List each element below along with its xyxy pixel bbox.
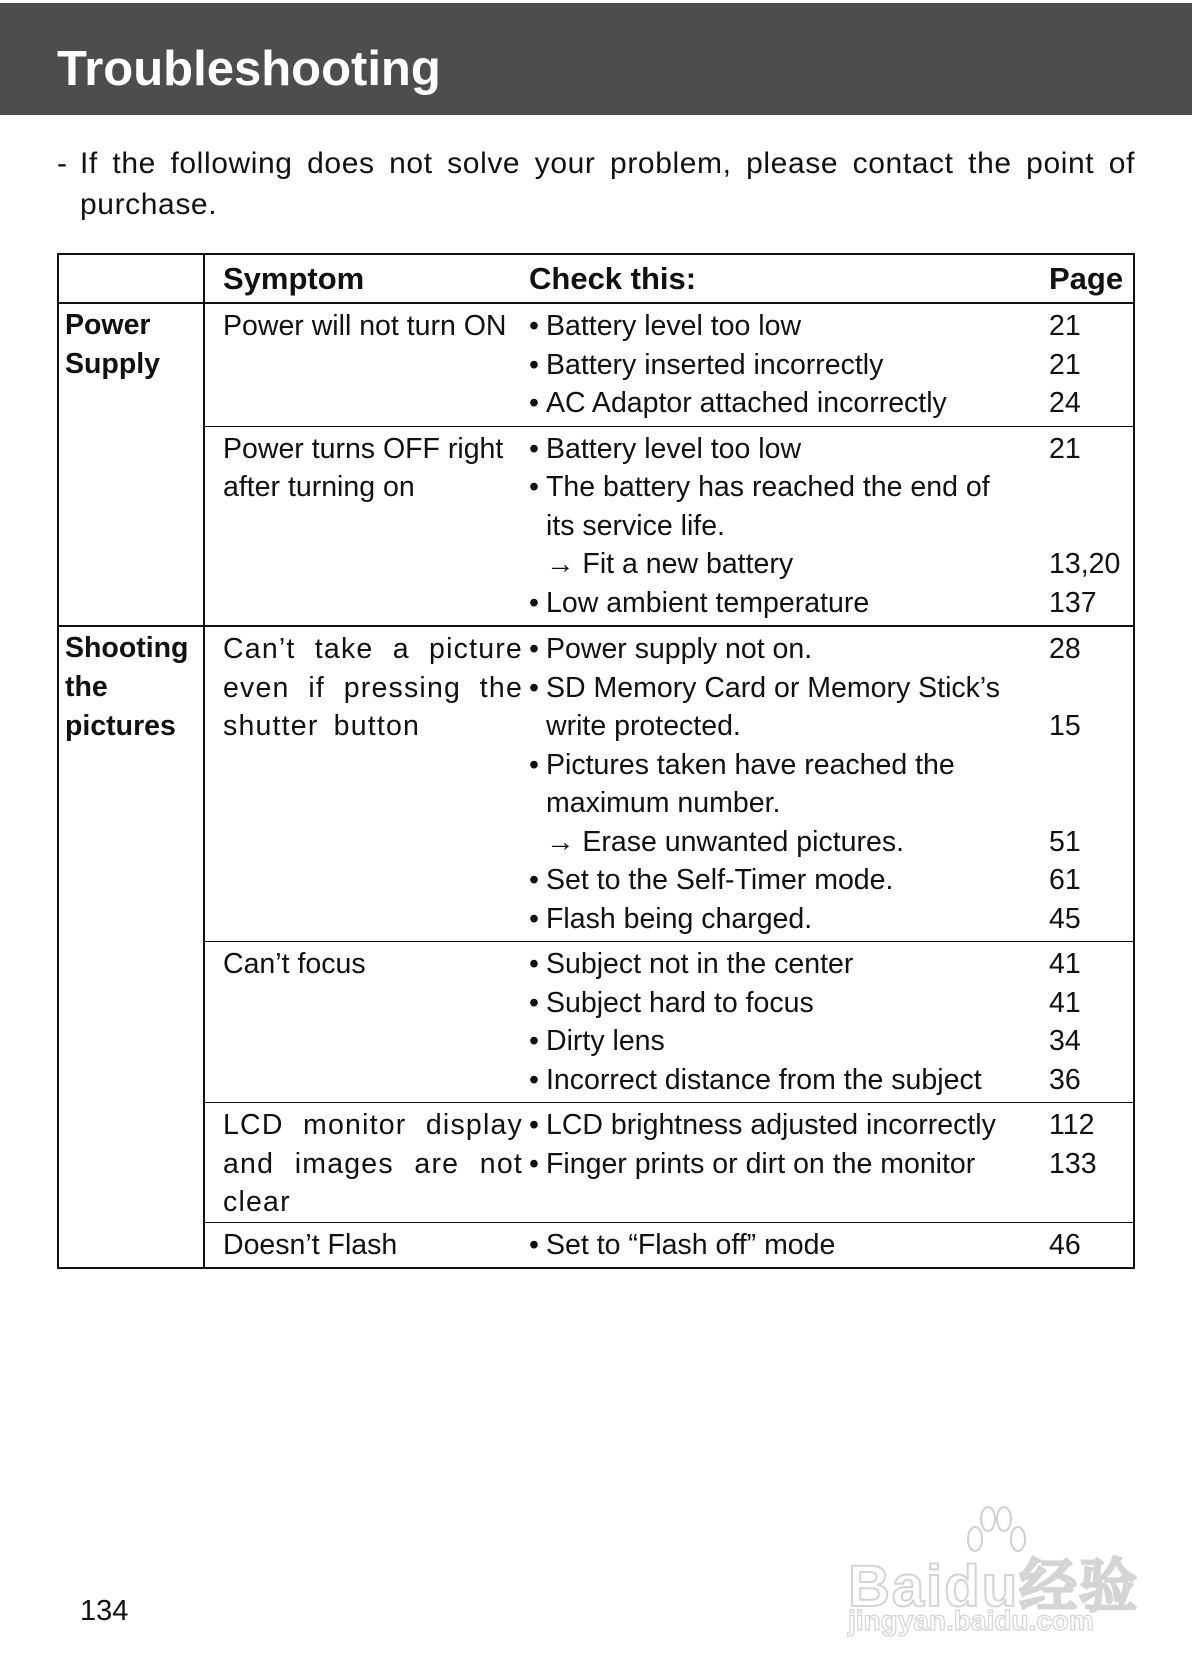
page-ref xyxy=(1049,468,1133,507)
page-ref: 28 xyxy=(1049,633,1081,665)
check-item xyxy=(529,669,1049,708)
check-item xyxy=(529,630,1049,669)
check-item xyxy=(529,784,1049,823)
check-item xyxy=(529,584,1049,623)
page-ref: 36 xyxy=(1049,1063,1081,1096)
category-label xyxy=(65,627,203,746)
symptom-text: Doesn’t Flash xyxy=(223,1228,398,1261)
bullet-icon: • xyxy=(529,432,539,465)
check-text: write protected. xyxy=(546,710,741,742)
symptom-text: Can’t focus xyxy=(223,948,366,980)
intro-dash: - xyxy=(57,147,67,180)
table-row xyxy=(58,426,1134,626)
page-ref: 51 xyxy=(1049,825,1081,858)
page-ref: 133 xyxy=(1049,1147,1097,1180)
symptom-cell xyxy=(204,1222,529,1268)
column-header-category xyxy=(58,254,204,303)
check-cell xyxy=(529,942,1049,1103)
page-ref: 13,20 xyxy=(1049,548,1121,580)
check-item xyxy=(529,861,1049,900)
bullet-icon: • xyxy=(529,1063,539,1096)
check-cell xyxy=(529,426,1049,626)
page-ref: 137 xyxy=(1049,586,1097,619)
check-text: Incorrect distance from the subject xyxy=(546,1063,982,1096)
check-text: Fit a new battery xyxy=(582,548,794,580)
bullet-icon: • xyxy=(529,671,539,704)
page-ref xyxy=(1049,784,1133,823)
check-text: Pictures taken have reached the xyxy=(546,748,955,781)
symptom-cell xyxy=(204,303,529,426)
symptom-cell xyxy=(204,626,529,942)
page-cell xyxy=(1049,1103,1134,1223)
page-ref: 112 xyxy=(1049,1109,1095,1141)
arrow-right-icon: → xyxy=(546,548,583,580)
check-text: Flash being charged. xyxy=(546,902,813,935)
page-title: Troubleshooting xyxy=(57,42,441,96)
bullet-icon: • xyxy=(529,471,539,503)
bullet-icon: • xyxy=(529,748,539,781)
watermark-brand-cn: 经验 xyxy=(1019,1554,1140,1619)
check-text: Subject not in the center xyxy=(546,948,854,980)
header-band xyxy=(0,3,1192,115)
check-item xyxy=(529,1145,1049,1184)
check-text: Battery inserted incorrectly xyxy=(546,348,884,381)
table-row xyxy=(58,1103,1134,1223)
watermark-url: jingyan.baidu.com xyxy=(848,1605,1094,1636)
page-ref: 41 xyxy=(1049,948,1081,980)
bullet-icon: • xyxy=(529,1147,539,1180)
column-header-check: Check this: xyxy=(529,254,1049,303)
page-cell xyxy=(1049,1222,1134,1268)
page-ref xyxy=(1049,746,1133,785)
check-item xyxy=(529,1106,1049,1145)
check-text: Finger prints or dirt on the monitor xyxy=(546,1147,976,1180)
watermark-brand-circle: du xyxy=(944,1554,1020,1619)
bullet-icon: • xyxy=(529,348,539,381)
check-text: Battery level too low xyxy=(546,310,802,342)
check-text: Battery level too low xyxy=(546,432,802,465)
category-label xyxy=(65,304,203,384)
page-ref: 34 xyxy=(1049,1025,1081,1057)
table-row xyxy=(58,626,1134,942)
bullet-icon: • xyxy=(529,310,539,342)
check-item xyxy=(529,900,1049,939)
bullet-icon: • xyxy=(529,1109,539,1141)
page-ref: 24 xyxy=(1049,387,1081,419)
bullet-icon: • xyxy=(529,387,539,419)
check-text: SD Memory Card or Memory Stick’s xyxy=(546,671,1000,704)
page-ref xyxy=(1049,669,1133,708)
symptom-text: Can’t take a picture even if pressing the shutter button xyxy=(223,633,523,742)
category-word: pictures xyxy=(65,710,176,742)
page-ref: 15 xyxy=(1049,710,1081,742)
check-item xyxy=(529,1022,1049,1061)
symptom-text: Power turns OFF right after turning on xyxy=(223,432,504,503)
symptom-cell xyxy=(204,1103,529,1223)
bullet-icon: • xyxy=(529,986,539,1019)
check-text: LCD brightness adjusted incorrectly xyxy=(546,1109,996,1141)
check-text: maximum number. xyxy=(546,787,781,819)
symptom-cell xyxy=(204,426,529,626)
page-ref: 45 xyxy=(1049,902,1081,935)
bullet-icon: • xyxy=(529,1025,539,1057)
check-cell xyxy=(529,303,1049,426)
bullet-icon: • xyxy=(529,586,539,619)
table-body xyxy=(58,303,1134,1268)
check-item xyxy=(529,984,1049,1023)
page-ref: 21 xyxy=(1049,432,1081,465)
intro-text: If the following does not solve your problem, please contact the point of purchase. xyxy=(80,147,1135,221)
symptom-text: LCD monitor display and images are not clear xyxy=(223,1109,523,1218)
category-cell xyxy=(58,303,204,626)
check-item xyxy=(529,468,1049,507)
check-item xyxy=(529,1061,1049,1100)
category-cell xyxy=(58,626,204,1268)
check-item xyxy=(529,346,1049,385)
bullet-icon: • xyxy=(529,948,539,980)
check-text: Subject hard to focus xyxy=(546,986,814,1019)
check-text: Low ambient temperature xyxy=(546,586,870,619)
page-ref: 21 xyxy=(1049,310,1081,342)
watermark-brand-text: Bai xyxy=(848,1554,945,1619)
check-cell xyxy=(529,626,1049,942)
page-ref: 21 xyxy=(1049,348,1081,381)
check-item xyxy=(529,545,1049,584)
check-cell xyxy=(529,1222,1049,1268)
check-text: its service life. xyxy=(546,509,725,542)
column-header-page: Page xyxy=(1049,254,1134,303)
category-word: Power xyxy=(65,309,151,341)
check-text: Set to the Self-Timer mode. xyxy=(546,864,894,896)
check-text: Power supply not on. xyxy=(546,633,813,665)
page-cell xyxy=(1049,942,1134,1103)
arrow-right-icon: → xyxy=(546,825,583,858)
table-row xyxy=(58,303,1134,426)
watermark xyxy=(840,1505,1140,1635)
table-row xyxy=(58,942,1134,1103)
check-item xyxy=(529,1226,1049,1265)
check-item xyxy=(529,746,1049,785)
category-word: Shooting xyxy=(65,632,189,664)
check-text: AC Adaptor attached incorrectly xyxy=(546,387,947,419)
column-header-symptom: Symptom xyxy=(204,254,529,303)
check-text: The battery has reached the end of xyxy=(546,471,990,503)
bullet-icon: • xyxy=(529,902,539,935)
check-text: Erase unwanted pictures. xyxy=(582,825,905,858)
bullet-icon: • xyxy=(529,1228,539,1261)
category-word: the xyxy=(65,671,108,703)
check-text: Set to “Flash off” mode xyxy=(546,1228,836,1261)
table-row xyxy=(58,1222,1134,1268)
page-cell xyxy=(1049,303,1134,426)
page-number: 134 xyxy=(80,1595,129,1627)
symptom-cell xyxy=(204,942,529,1103)
page-ref: 61 xyxy=(1049,864,1081,896)
page-ref: 46 xyxy=(1049,1228,1081,1261)
page-cell xyxy=(1049,426,1134,626)
troubleshooting-table xyxy=(57,253,1135,1269)
bullet-icon: • xyxy=(529,633,539,665)
check-item xyxy=(529,307,1049,346)
category-word: Supply xyxy=(65,348,161,380)
bullet-icon: • xyxy=(529,864,539,896)
intro-note xyxy=(57,143,1135,225)
check-cell xyxy=(529,1103,1049,1223)
check-item xyxy=(529,823,1049,862)
check-item xyxy=(529,384,1049,423)
page-cell xyxy=(1049,626,1134,942)
table-header-row xyxy=(58,254,1134,303)
check-item xyxy=(529,707,1049,746)
check-item xyxy=(529,430,1049,469)
check-item xyxy=(529,945,1049,984)
check-text: Dirty lens xyxy=(546,1025,665,1057)
page-ref: 41 xyxy=(1049,986,1081,1019)
check-item xyxy=(529,507,1049,546)
symptom-text: Power will not turn ON xyxy=(223,310,507,342)
page-ref xyxy=(1049,507,1133,546)
